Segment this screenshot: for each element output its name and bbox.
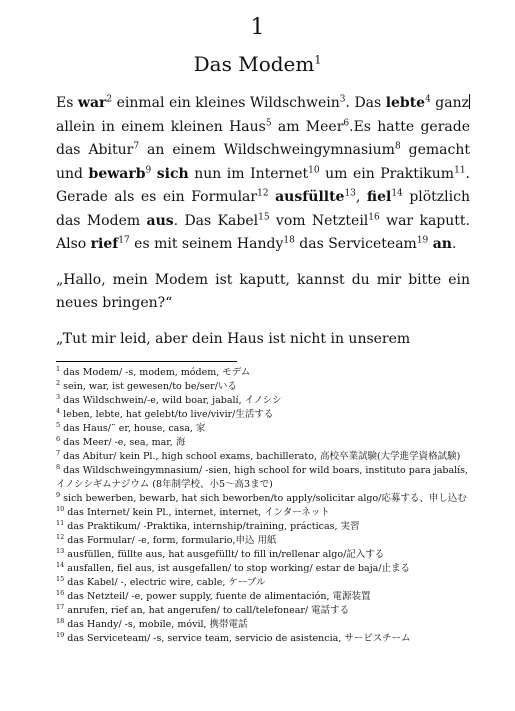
text-run: „Hallo, mein Modem ist kaputt, kannst du mir bitte ein neues bringen?“: [56, 271, 470, 311]
footnote-item: [56, 366, 470, 380]
text-run: an einem Wildschweingymnasium: [139, 142, 395, 158]
text-run: .Es hatte gerade das Abitur: [56, 118, 470, 158]
footnote-item: [56, 562, 470, 576]
footnote-item: [56, 618, 470, 632]
footnote-ref[interactable]: 3: [339, 94, 346, 105]
footnote-item: [56, 492, 470, 506]
footnote-item: [56, 408, 470, 422]
text-run: um ein Praktikum: [319, 165, 455, 182]
body-text[interactable]: [56, 92, 470, 363]
text-run: „Tut mir leid, aber dein Haus ist nicht in unserem: [56, 330, 411, 347]
bold-verb: war: [77, 95, 107, 111]
text-run: . Das Kabel: [173, 212, 259, 229]
footnote-item: [56, 590, 470, 604]
chapter-number: 1: [250, 15, 265, 40]
footnote-text: das Kabel/ -, electric wire, cable, ケーブル: [64, 577, 266, 588]
footnote-number: 5: [56, 420, 61, 429]
chapter-title-footnote-ref: 1: [314, 53, 322, 67]
text-run: allein in einem kleinen Haus: [56, 118, 266, 135]
footnote-text: leben, lebte, hat gelebt/to live/vivir/生活する: [60, 409, 274, 420]
paragraph: [56, 92, 470, 257]
footnote-item: [56, 604, 470, 618]
chapter-title-text: Das Modem: [193, 52, 315, 76]
footnote-text: das Meer/ -e, sea, mar, 海: [60, 437, 186, 448]
footnote-text: sein, war, ist gewesen/to be/ser/いる: [60, 381, 237, 392]
footnote-ref[interactable]: 19: [416, 235, 429, 246]
text-run: vom Netzteil: [269, 212, 369, 229]
footnote-item: [56, 548, 470, 562]
footnote-ref[interactable]: 18: [283, 235, 295, 246]
footnote-number: 17: [56, 602, 65, 611]
footnote-item: [56, 520, 470, 534]
footnote-number: 8: [56, 462, 61, 471]
text-run: . Gerade als es ein Formular: [56, 165, 470, 205]
footnote-ref[interactable]: 5: [265, 117, 272, 128]
footnote-ref[interactable]: 11: [454, 164, 466, 175]
footnote-ref[interactable]: 16: [368, 211, 380, 222]
footnote-number: 6: [56, 434, 61, 443]
footnote-ref[interactable]: 17: [118, 235, 130, 246]
footnote-item: [56, 464, 470, 492]
footnote-text: das Praktikum/ -Praktika, internship/training, prácticas, 実習: [64, 521, 360, 532]
bold-verb: sich: [156, 165, 189, 182]
footnote-text: das Netzteil/ -e, power supply, fuente de alimentación, 電源装置: [64, 591, 371, 602]
paragraph: [56, 328, 470, 352]
text-run: das Serviceteam: [294, 236, 417, 252]
footnote-item: [56, 380, 470, 394]
footnote-ref[interactable]: 14: [391, 188, 403, 199]
text-run: war kaputt. Also: [56, 212, 470, 252]
bold-verb: fiel: [366, 189, 392, 205]
footnote-item: [56, 450, 470, 464]
footnote-text: sich bewerben, bewarb, hat sich beworben/to apply/solicitar algo/応募する、申し込む: [60, 493, 467, 504]
footnote-number: 16: [56, 588, 65, 597]
footnote-text: das Formular/ -e, form, formulario,申込 用紙: [64, 535, 277, 546]
footnote-text: ausfallen, fiel aus, ist ausgefallen/ to stop working/ estar de baja/止まる: [64, 563, 411, 574]
footnote-ref[interactable]: 12: [257, 188, 269, 199]
footnote-ref[interactable]: 10: [308, 164, 320, 175]
footnote-separator: [56, 361, 237, 362]
text-run: ganz: [430, 95, 469, 111]
chapter-title: [0, 52, 515, 76]
footnote-ref[interactable]: 6: [343, 117, 350, 128]
bold-verb: lebte: [385, 95, 426, 111]
text-run: einmal ein kleines Wildschwein: [112, 95, 340, 111]
text-run: ,: [355, 189, 367, 205]
footnote-number: 2: [56, 378, 61, 387]
footnote-item: [56, 534, 470, 548]
footnote-number: 7: [56, 448, 61, 457]
footnote-item: [56, 422, 470, 436]
text-run: nun im Internet: [188, 165, 309, 182]
text-run: .: [451, 236, 457, 252]
footnotes: [56, 366, 470, 646]
text-cursor: [469, 94, 470, 109]
footnote-text: das Abitur/ kein Pl., high school exams, bachillerato, 高校卒業試験(大学進学資格試験): [60, 451, 461, 462]
footnote-item: [56, 632, 470, 646]
text-run: es mit seinem Handy: [129, 236, 284, 252]
paragraph: [56, 269, 470, 316]
footnote-text: das Internet/ kein Pl., internet, internet, インターネット: [64, 507, 330, 518]
footnote-number: 14: [56, 560, 65, 569]
footnote-number: 19: [56, 630, 65, 639]
footnote-text: das Modem/ -s, modem, módem, モデム: [60, 367, 251, 378]
footnote-number: 1: [56, 364, 61, 373]
footnote-number: 11: [56, 518, 65, 527]
footnote-number: 10: [56, 504, 65, 513]
footnote-number: 3: [56, 392, 61, 401]
footnote-number: 18: [56, 616, 65, 625]
text-run: . Das: [345, 95, 386, 111]
footnote-ref[interactable]: 4: [425, 94, 431, 105]
footnote-item: [56, 436, 470, 450]
footnote-text: anrufen, rief an, hat angerufen/ to call/telefonear/ 電話する: [64, 605, 350, 616]
footnote-ref[interactable]: 7: [133, 141, 140, 152]
footnote-number: 4: [56, 406, 61, 415]
text-run: Es: [56, 95, 78, 111]
footnote-text: das Haus/¨ er, house, casa, 家: [60, 423, 206, 434]
bold-verb: bewarb: [88, 165, 146, 182]
footnote-text: das Wildschweingymnasium/ -sien, high school for wild boars, instituto para jabalís, イノシシギムナジウム (8年制学校、小5〜高3まで): [56, 465, 469, 490]
footnote-ref[interactable]: 2: [106, 94, 113, 105]
bold-verb: an: [432, 236, 452, 252]
footnote-ref[interactable]: 9: [145, 164, 152, 175]
bold-verb: ausfüllte: [275, 189, 345, 205]
footnote-text: das Wildschwein/-e, wild boar, jabalí, イノシシ: [60, 395, 282, 406]
footnote-item: [56, 394, 470, 408]
footnote-number: 9: [56, 490, 61, 499]
bold-verb: aus: [146, 212, 174, 229]
footnote-number: 13: [56, 546, 65, 555]
footnote-item: [56, 576, 470, 590]
footnote-ref[interactable]: 8: [394, 141, 401, 152]
footnote-text: ausfüllen, füllte aus, hat ausgefüllt/ to fill in/rellenar algo/記入する: [64, 549, 385, 560]
bold-verb: rief: [90, 236, 119, 252]
footnote-text: das Serviceteam/ -s, service team, servicio de asistencia, サービスチーム: [64, 633, 411, 644]
footnote-ref[interactable]: 13: [344, 188, 356, 199]
footnote-number: 15: [56, 574, 65, 583]
text-run: plötzlich das Modem: [56, 189, 470, 229]
text-run: am Meer: [271, 118, 344, 135]
footnote-number: 12: [56, 532, 65, 541]
footnote-item: [56, 506, 470, 520]
footnote-ref[interactable]: 15: [258, 211, 270, 222]
text-run: gemacht und: [56, 142, 470, 182]
footnote-text: das Handy/ -s, mobile, móvil, 携帯電話: [64, 619, 248, 630]
